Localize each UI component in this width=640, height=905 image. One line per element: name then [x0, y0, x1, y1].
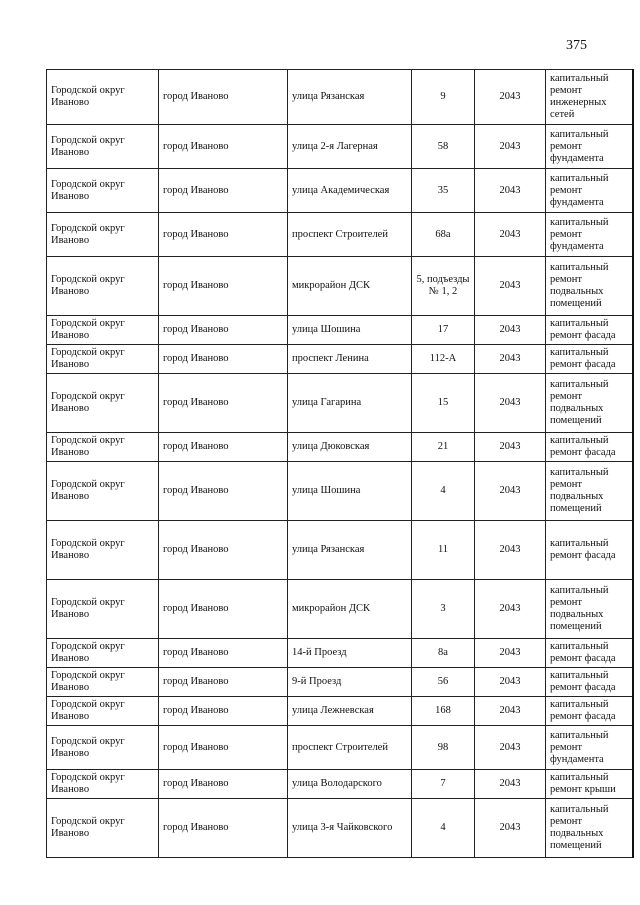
district-cell: Городской округ Иваново	[47, 697, 159, 726]
repair-register-table	[46, 69, 634, 858]
street-cell: улица Рязанская	[288, 521, 412, 580]
street-cell: проспект Строителей	[288, 213, 412, 257]
city-cell: город Иваново	[159, 697, 288, 726]
district-cell: Городской округ Иваново	[47, 462, 159, 521]
street-cell: 9-й Проезд	[288, 668, 412, 697]
year-cell: 2043	[475, 580, 546, 639]
district-cell: Городской округ Иваново	[47, 639, 159, 668]
work-type-cell: капитальный ремонт фундамента	[546, 125, 634, 169]
district-cell: Городской округ Иваново	[47, 668, 159, 697]
work-type-cell: капитальный ремонт подвальных помещений	[546, 374, 634, 433]
street-cell: улица Академическая	[288, 169, 412, 213]
work-type-cell: капитальный ремонт фасада	[546, 316, 634, 345]
district-cell: Городской округ Иваново	[47, 213, 159, 257]
table-row	[47, 316, 634, 345]
city-cell: город Иваново	[159, 374, 288, 433]
house-number-cell: 3	[412, 580, 475, 639]
work-type-cell: капитальный ремонт подвальных помещений	[546, 257, 634, 316]
city-cell: город Иваново	[159, 125, 288, 169]
year-cell: 2043	[475, 345, 546, 374]
city-cell: город Иваново	[159, 169, 288, 213]
house-number-cell: 7	[412, 770, 475, 799]
city-cell: город Иваново	[159, 639, 288, 668]
city-cell: город Иваново	[159, 770, 288, 799]
city-cell: город Иваново	[159, 668, 288, 697]
house-number-cell: 8а	[412, 639, 475, 668]
page-number: 375	[566, 38, 587, 53]
house-number-cell: 98	[412, 726, 475, 770]
house-number-cell: 58	[412, 125, 475, 169]
year-cell: 2043	[475, 70, 546, 125]
house-number-cell: 4	[412, 462, 475, 521]
house-number-cell: 9	[412, 70, 475, 125]
street-cell: улица Дюковская	[288, 433, 412, 462]
year-cell: 2043	[475, 462, 546, 521]
city-cell: город Иваново	[159, 433, 288, 462]
table-row	[47, 770, 634, 799]
year-cell: 2043	[475, 374, 546, 433]
work-type-cell: капитальный ремонт фасада	[546, 345, 634, 374]
house-number-cell: 168	[412, 697, 475, 726]
table-row	[47, 726, 634, 770]
house-number-cell: 56	[412, 668, 475, 697]
district-cell: Городской округ Иваново	[47, 345, 159, 374]
house-number-cell: 21	[412, 433, 475, 462]
street-cell: улица Володарского	[288, 770, 412, 799]
house-number-cell: 112-А	[412, 345, 475, 374]
table-row	[47, 639, 634, 668]
work-type-cell: капитальный ремонт фасада	[546, 668, 634, 697]
house-number-cell: 17	[412, 316, 475, 345]
street-cell: улица Лежневская	[288, 697, 412, 726]
year-cell: 2043	[475, 316, 546, 345]
city-cell: город Иваново	[159, 799, 288, 858]
house-number-cell: 11	[412, 521, 475, 580]
work-type-cell: капитальный ремонт подвальных помещений	[546, 462, 634, 521]
table-row	[47, 169, 634, 213]
district-cell: Городской округ Иваново	[47, 580, 159, 639]
street-cell: микрорайон ДСК	[288, 580, 412, 639]
table-row	[47, 345, 634, 374]
year-cell: 2043	[475, 639, 546, 668]
district-cell: Городской округ Иваново	[47, 125, 159, 169]
house-number-cell: 68а	[412, 213, 475, 257]
street-cell: улица Гагарина	[288, 374, 412, 433]
street-cell: улица 2-я Лагерная	[288, 125, 412, 169]
city-cell: город Иваново	[159, 213, 288, 257]
street-cell: микрорайон ДСК	[288, 257, 412, 316]
district-cell: Городской округ Иваново	[47, 257, 159, 316]
table-row	[47, 213, 634, 257]
year-cell: 2043	[475, 125, 546, 169]
work-type-cell: капитальный ремонт фасада	[546, 433, 634, 462]
work-type-cell: капитальный ремонт фундамента	[546, 726, 634, 770]
work-type-cell: капитальный ремонт фасада	[546, 521, 634, 580]
district-cell: Городской округ Иваново	[47, 521, 159, 580]
street-cell: улица Шошина	[288, 316, 412, 345]
street-cell: проспект Строителей	[288, 726, 412, 770]
street-cell: улица 3-я Чайковского	[288, 799, 412, 858]
district-cell: Городской округ Иваново	[47, 70, 159, 125]
house-number-cell: 4	[412, 799, 475, 858]
street-cell: 14-й Проезд	[288, 639, 412, 668]
house-number-cell: 5, подъезды № 1, 2	[412, 257, 475, 316]
year-cell: 2043	[475, 433, 546, 462]
work-type-cell: капитальный ремонт инженерных сетей	[546, 70, 634, 125]
table-row	[47, 257, 634, 316]
year-cell: 2043	[475, 169, 546, 213]
street-cell: улица Шошина	[288, 462, 412, 521]
work-type-cell: капитальный ремонт фундамента	[546, 169, 634, 213]
year-cell: 2043	[475, 668, 546, 697]
work-type-cell: капитальный ремонт фасада	[546, 639, 634, 668]
work-type-cell: капитальный ремонт фасада	[546, 697, 634, 726]
table-row	[47, 668, 634, 697]
city-cell: город Иваново	[159, 70, 288, 125]
district-cell: Городской округ Иваново	[47, 726, 159, 770]
table-row	[47, 697, 634, 726]
year-cell: 2043	[475, 697, 546, 726]
table-row	[47, 70, 634, 125]
year-cell: 2043	[475, 213, 546, 257]
house-number-cell: 35	[412, 169, 475, 213]
city-cell: город Иваново	[159, 521, 288, 580]
table-row	[47, 799, 634, 858]
table-row	[47, 433, 634, 462]
table-body	[47, 70, 634, 858]
work-type-cell: капитальный ремонт подвальных помещений	[546, 580, 634, 639]
year-cell: 2043	[475, 521, 546, 580]
street-cell: проспект Ленина	[288, 345, 412, 374]
year-cell: 2043	[475, 257, 546, 316]
table-row	[47, 521, 634, 580]
year-cell: 2043	[475, 770, 546, 799]
street-cell: улица Рязанская	[288, 70, 412, 125]
district-cell: Городской округ Иваново	[47, 169, 159, 213]
city-cell: город Иваново	[159, 580, 288, 639]
table-row	[47, 374, 634, 433]
district-cell: Городской округ Иваново	[47, 433, 159, 462]
work-type-cell: капитальный ремонт крыши	[546, 770, 634, 799]
district-cell: Городской округ Иваново	[47, 770, 159, 799]
city-cell: город Иваново	[159, 257, 288, 316]
work-type-cell: капитальный ремонт фундамента	[546, 213, 634, 257]
district-cell: Городской округ Иваново	[47, 799, 159, 858]
table-row	[47, 125, 634, 169]
year-cell: 2043	[475, 799, 546, 858]
city-cell: город Иваново	[159, 462, 288, 521]
year-cell: 2043	[475, 726, 546, 770]
district-cell: Городской округ Иваново	[47, 316, 159, 345]
city-cell: город Иваново	[159, 726, 288, 770]
house-number-cell: 15	[412, 374, 475, 433]
table-row	[47, 580, 634, 639]
city-cell: город Иваново	[159, 316, 288, 345]
work-type-cell: капитальный ремонт подвальных помещений	[546, 799, 634, 858]
table-row	[47, 462, 634, 521]
city-cell: город Иваново	[159, 345, 288, 374]
district-cell: Городской округ Иваново	[47, 374, 159, 433]
